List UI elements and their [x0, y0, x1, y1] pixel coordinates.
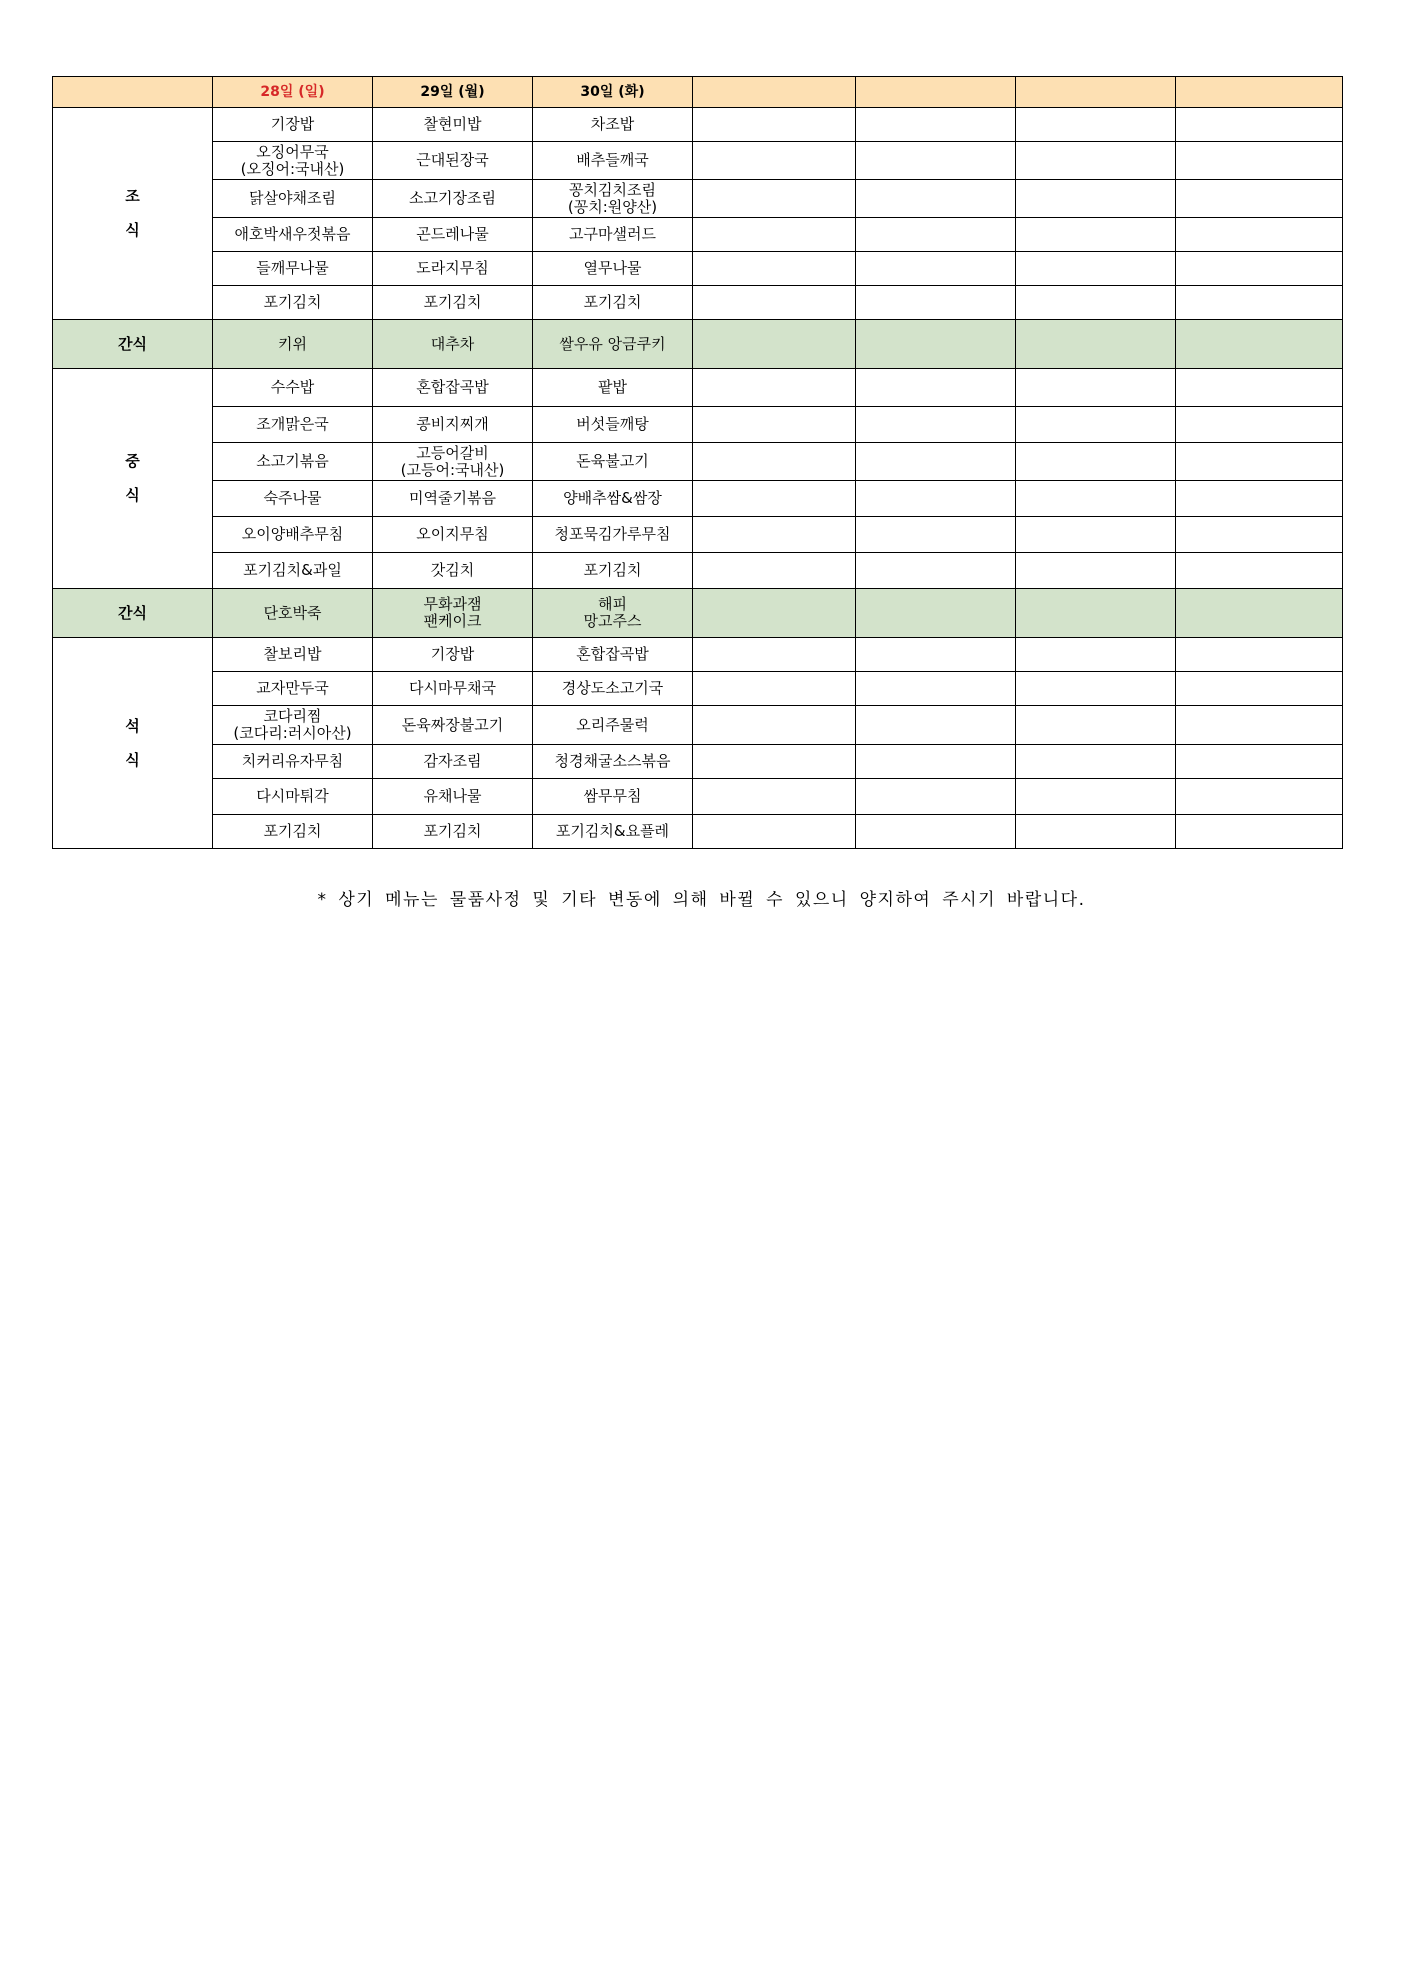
menu-item-cell: 버섯들깨탕 — [533, 407, 693, 443]
empty-cell — [693, 553, 856, 589]
empty-cell — [693, 443, 856, 481]
empty-cell — [1016, 180, 1176, 218]
empty-cell — [856, 779, 1016, 815]
menu-item-cell: 다시마무채국 — [373, 672, 533, 706]
breakfast-row — [53, 108, 1343, 142]
menu-item-cell: 찰현미밥 — [373, 108, 533, 142]
menu-item-cell: 고구마샐러드 — [533, 218, 693, 252]
empty-cell — [1176, 443, 1343, 481]
snack-item-cell: 무화과잼 팬케이크 — [373, 589, 533, 638]
menu-item-cell: 치커리유자무침 — [213, 745, 373, 779]
empty-cell — [1176, 517, 1343, 553]
dinner-label: 석 식 — [53, 638, 213, 849]
menu-item-cell: 근대된장국 — [373, 142, 533, 180]
empty-cell — [693, 320, 856, 369]
menu-item-cell: 포기김치 — [373, 286, 533, 320]
empty-cell — [1176, 218, 1343, 252]
empty-cell — [856, 142, 1016, 180]
menu-item-cell: 갓김치 — [373, 553, 533, 589]
empty-cell — [1016, 481, 1176, 517]
menu-item-cell: 감자조림 — [373, 745, 533, 779]
empty-cell — [693, 252, 856, 286]
empty-cell — [1176, 553, 1343, 589]
empty-cell — [856, 252, 1016, 286]
menu-change-notice: * 상기 메뉴는 물품사정 및 기타 변동에 의해 바뀔 수 있으니 양지하여 주시기 바랍니다. — [317, 890, 1086, 910]
empty-cell — [856, 443, 1016, 481]
empty-cell — [693, 286, 856, 320]
day-header — [1176, 77, 1343, 108]
empty-cell — [693, 180, 856, 218]
lunch-row — [53, 517, 1343, 553]
menu-item-cell: 청포묵김가루무침 — [533, 517, 693, 553]
empty-cell — [856, 369, 1016, 407]
empty-cell — [1176, 779, 1343, 815]
dinner-row — [53, 706, 1343, 745]
snack-item-cell: 단호박죽 — [213, 589, 373, 638]
day-header — [693, 77, 856, 108]
empty-cell — [856, 108, 1016, 142]
menu-item-cell: 기장밥 — [373, 638, 533, 672]
menu-item-cell: 애호박새우젓볶음 — [213, 218, 373, 252]
menu-item-cell: 찰보리밥 — [213, 638, 373, 672]
menu-item-cell: 닭살야채조림 — [213, 180, 373, 218]
menu-item-cell: 수수밥 — [213, 369, 373, 407]
breakfast-label: 조 식 — [53, 108, 213, 320]
day-header: 30일 (화) — [533, 77, 693, 108]
snack-label: 간식 — [53, 589, 213, 638]
menu-item-cell: 열무나물 — [533, 252, 693, 286]
empty-cell — [856, 407, 1016, 443]
empty-cell — [1016, 517, 1176, 553]
menu-item-cell: 포기김치 — [213, 286, 373, 320]
menu-item-cell: 유채나물 — [373, 779, 533, 815]
empty-cell — [1176, 815, 1343, 849]
lunch-row — [53, 443, 1343, 481]
empty-cell — [856, 286, 1016, 320]
empty-cell — [1176, 481, 1343, 517]
empty-cell — [1176, 706, 1343, 745]
empty-cell — [856, 815, 1016, 849]
empty-cell — [693, 407, 856, 443]
menu-item-cell: 오리주물럭 — [533, 706, 693, 745]
empty-cell — [1016, 252, 1176, 286]
menu-item-cell: 도라지무침 — [373, 252, 533, 286]
empty-cell — [1016, 745, 1176, 779]
empty-cell — [1176, 252, 1343, 286]
menu-item-cell: 꽁치김치조림 (꽁치:원양산) — [533, 180, 693, 218]
menu-item-cell: 오징어무국 (오징어:국내산) — [213, 142, 373, 180]
empty-cell — [1016, 369, 1176, 407]
menu-item-cell: 고등어갈비 (고등어:국내산) — [373, 443, 533, 481]
menu-item-cell: 포기김치&요플레 — [533, 815, 693, 849]
empty-cell — [1016, 443, 1176, 481]
menu-item-cell: 숙주나물 — [213, 481, 373, 517]
menu-item-cell: 배추들깨국 — [533, 142, 693, 180]
menu-item-cell: 청경채굴소스볶음 — [533, 745, 693, 779]
empty-cell — [693, 108, 856, 142]
empty-cell — [856, 553, 1016, 589]
menu-item-cell: 기장밥 — [213, 108, 373, 142]
breakfast-row — [53, 252, 1343, 286]
menu-table-body — [53, 77, 1343, 849]
menu-item-cell: 포기김치 — [373, 815, 533, 849]
empty-cell — [693, 369, 856, 407]
empty-cell — [1176, 320, 1343, 369]
empty-cell — [1016, 779, 1176, 815]
snack-row — [53, 320, 1343, 369]
empty-cell — [693, 481, 856, 517]
menu-item-cell: 차조밥 — [533, 108, 693, 142]
day-header-row — [53, 77, 1343, 108]
menu-item-cell: 교자만두국 — [213, 672, 373, 706]
menu-item-cell: 다시마튀각 — [213, 779, 373, 815]
empty-cell — [693, 142, 856, 180]
empty-cell — [693, 517, 856, 553]
empty-cell — [1016, 815, 1176, 849]
day-header — [1016, 77, 1176, 108]
empty-cell — [856, 589, 1016, 638]
breakfast-row — [53, 142, 1343, 180]
menu-item-cell: 쌈무무침 — [533, 779, 693, 815]
empty-cell — [1016, 218, 1176, 252]
empty-cell — [1176, 407, 1343, 443]
day-header — [856, 77, 1016, 108]
empty-cell — [693, 218, 856, 252]
empty-cell — [1176, 745, 1343, 779]
empty-cell — [1016, 407, 1176, 443]
menu-item-cell: 포기김치 — [533, 286, 693, 320]
menu-item-cell: 미역줄기볶음 — [373, 481, 533, 517]
menu-item-cell: 돈육불고기 — [533, 443, 693, 481]
empty-cell — [1016, 672, 1176, 706]
breakfast-row — [53, 180, 1343, 218]
empty-cell — [1176, 142, 1343, 180]
snack-row — [53, 589, 1343, 638]
empty-cell — [1016, 142, 1176, 180]
breakfast-row — [53, 286, 1343, 320]
breakfast-row — [53, 218, 1343, 252]
dinner-row — [53, 638, 1343, 672]
menu-item-cell: 포기김치 — [213, 815, 373, 849]
empty-cell — [693, 815, 856, 849]
menu-item-cell: 혼합잡곡밥 — [533, 638, 693, 672]
empty-cell — [1176, 108, 1343, 142]
lunch-row — [53, 481, 1343, 517]
menu-item-cell: 팥밥 — [533, 369, 693, 407]
snack-item-cell: 키위 — [213, 320, 373, 369]
empty-cell — [856, 218, 1016, 252]
empty-cell — [1176, 286, 1343, 320]
menu-item-cell: 소고기볶음 — [213, 443, 373, 481]
snack-label: 간식 — [53, 320, 213, 369]
menu-item-cell: 양배추쌈&쌈장 — [533, 481, 693, 517]
empty-cell — [1176, 369, 1343, 407]
dinner-row — [53, 745, 1343, 779]
empty-cell — [856, 672, 1016, 706]
empty-cell — [693, 745, 856, 779]
snack-item-cell: 해피 망고주스 — [533, 589, 693, 638]
menu-item-cell: 돈육짜장불고기 — [373, 706, 533, 745]
empty-cell — [693, 638, 856, 672]
lunch-row — [53, 369, 1343, 407]
menu-item-cell: 포기김치 — [533, 553, 693, 589]
dinner-row — [53, 779, 1343, 815]
empty-cell — [1016, 589, 1176, 638]
snack-item-cell: 쌀우유 앙금쿠키 — [533, 320, 693, 369]
lunch-label: 중 식 — [53, 369, 213, 589]
dinner-row — [53, 815, 1343, 849]
empty-cell — [693, 779, 856, 815]
empty-cell — [856, 481, 1016, 517]
empty-cell — [856, 180, 1016, 218]
empty-cell — [1016, 320, 1176, 369]
header-corner-cell — [53, 77, 213, 108]
empty-cell — [1016, 108, 1176, 142]
lunch-row — [53, 407, 1343, 443]
dinner-row — [53, 672, 1343, 706]
empty-cell — [1016, 553, 1176, 589]
day-header-sunday: 28일 (일) — [213, 77, 373, 108]
snack-item-cell: 대추차 — [373, 320, 533, 369]
empty-cell — [693, 589, 856, 638]
menu-item-cell: 코다리찜 (코다리:러시아산) — [213, 706, 373, 745]
day-header: 29일 (월) — [373, 77, 533, 108]
menu-item-cell: 혼합잡곡밥 — [373, 369, 533, 407]
menu-item-cell: 포기김치&과일 — [213, 553, 373, 589]
empty-cell — [856, 706, 1016, 745]
empty-cell — [856, 638, 1016, 672]
menu-item-cell: 오이양배추무침 — [213, 517, 373, 553]
menu-item-cell: 경상도소고기국 — [533, 672, 693, 706]
menu-item-cell: 곤드레나물 — [373, 218, 533, 252]
empty-cell — [693, 672, 856, 706]
empty-cell — [693, 706, 856, 745]
empty-cell — [1016, 638, 1176, 672]
empty-cell — [1176, 180, 1343, 218]
empty-cell — [856, 745, 1016, 779]
menu-item-cell: 콩비지찌개 — [373, 407, 533, 443]
empty-cell — [1016, 286, 1176, 320]
menu-item-cell: 조개맑은국 — [213, 407, 373, 443]
menu-item-cell: 소고기장조림 — [373, 180, 533, 218]
empty-cell — [856, 320, 1016, 369]
lunch-row — [53, 553, 1343, 589]
menu-item-cell: 들깨무나물 — [213, 252, 373, 286]
menu-item-cell: 오이지무침 — [373, 517, 533, 553]
weekly-menu-table — [52, 76, 1343, 849]
empty-cell — [1176, 672, 1343, 706]
empty-cell — [1176, 589, 1343, 638]
empty-cell — [1176, 638, 1343, 672]
empty-cell — [1016, 706, 1176, 745]
empty-cell — [856, 517, 1016, 553]
